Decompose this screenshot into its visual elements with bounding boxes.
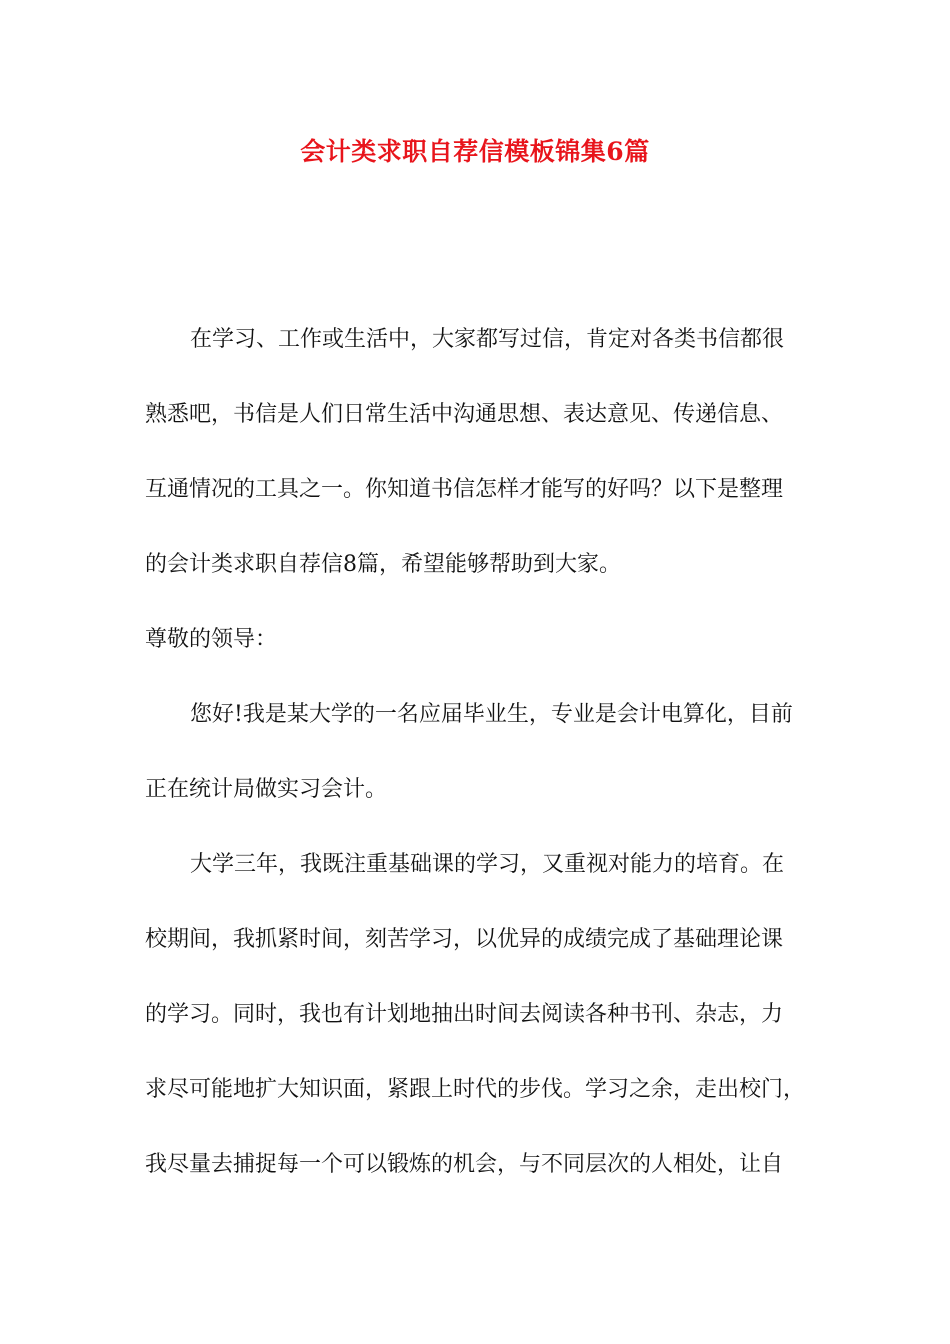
paragraph-line: 熟悉吧，书信是人们日常生活中沟通思想、表达意见、传递信息、 [145,402,784,427]
paragraph-line: 的会计类求职自荐信8篇，希望能够帮助到大家。 [145,552,621,577]
paragraph-line: 大学三年，我既注重基础课的学习，又重视对能力的培育。在 [190,852,785,877]
document-title: 会计类求职自荐信模板锦集6篇 [300,137,650,166]
salutation-line: 尊敬的领导： [145,627,278,652]
paragraph-line: 我尽量去捕捉每一个可以锻炼的机会，与不同层次的人相处，让自 [145,1152,784,1177]
paragraph-line: 在学习、工作或生活中，大家都写过信，肯定对各类书信都很 [190,327,785,352]
paragraph-line: 互通情况的工具之一。你知道书信怎样才能写的好吗？以下是整理 [145,477,784,502]
paragraph-line: 求尽可能地扩大知识面，紧跟上时代的步伐。学习之余，走出校门， [145,1077,806,1102]
paragraph-line: 的学习。同时，我也有计划地抽出时间去阅读各种书刊、杂志，力 [145,1002,784,1027]
paragraph-line: 您好!我是某大学的一名应届毕业生，专业是会计电算化，目前 [190,702,793,727]
paragraph-line: 校期间，我抓紧时间，刻苦学习，以优异的成绩完成了基础理论课 [145,927,784,952]
paragraph-line: 正在统计局做实习会计。 [145,777,388,802]
